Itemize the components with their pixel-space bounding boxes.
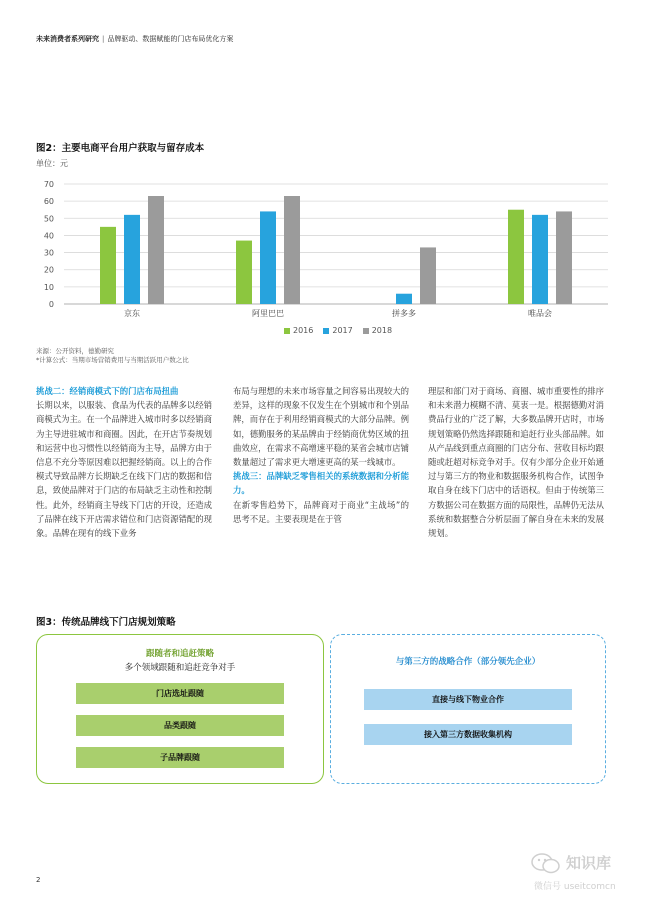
chart-legend	[284, 326, 392, 335]
bar-2016	[508, 210, 524, 304]
wechat-icon	[530, 852, 562, 874]
legend-swatch	[363, 328, 369, 334]
y-tick-label: 10	[43, 282, 54, 292]
bar-2017	[532, 215, 548, 304]
col3-paragraph: 理层和部门对于商场、商圈、城市重要性的排序和未来潜力模糊不清、莫衷一是。根据德勤对消费品行业的广泛了解，大多数品牌开店时，市场规划策略仍然选择跟随和追赶行业头部品牌。如从产品线到重点商圈的门店分布、营收目标均跟随或赶超对标竞争对手。仅有少部分企业开始通过与第三方的物业和数据服务机构合作，试图争取自身在线下门店中的话语权。但由于传统第三方数据公司在数据方面的局限性，品牌仍无法从系统和数据整合分析层面了解自身在未来的发展规划。	[428, 386, 604, 539]
legend-swatch	[284, 328, 290, 334]
col2-paragraph-2: 在新零售趋势下，品牌商对于商业“主战场”的思考不足。主要表现是在于管	[233, 499, 409, 524]
y-tick-label: 20	[43, 265, 54, 275]
strategy-item-store-location: 门店选址跟随	[76, 683, 284, 704]
follower-strategy-subtitle: 多个领域跟随和追赶竞争对手	[124, 663, 236, 673]
running-header	[36, 34, 233, 44]
y-tick-label: 30	[43, 248, 54, 258]
x-tick-label: 唯品会	[528, 309, 552, 318]
legend-label: 2017	[332, 326, 353, 335]
y-tick-label: 0	[48, 300, 54, 309]
strategy-item-sub-brand: 子品牌跟随	[76, 747, 284, 768]
watermark-name: 知识库	[566, 854, 612, 872]
figure2-unit: 单位：元	[36, 159, 68, 168]
report-subtitle: 品牌驱动、数据赋能的门店布局优化方案	[107, 35, 234, 43]
header-separator: |	[102, 35, 105, 43]
bar-2016	[236, 241, 252, 304]
body-column-3	[428, 384, 604, 540]
bar-2018	[420, 247, 436, 304]
legend-label: 2018	[371, 326, 393, 335]
legend-item	[363, 326, 392, 335]
legend-item	[323, 326, 352, 335]
figure2-notes	[36, 347, 189, 365]
watermark	[530, 852, 616, 892]
col1-paragraph: 长期以来，以服装、食品为代表的品牌多以经销商模式为主。在一个品牌进入城市时多以经销商为主导进驻城市和商圈。因此，在开店节奏规划和运营中也习惯性以经销商为主导，品牌方由于信息不充分等原因难以把握经销商。以上的合作模式导致品牌方长期缺乏在线下门店的数据和信息，致使品牌对于门店的布局缺乏主动性和控制性。此外，经销商主导线下门店的开设，还造成了品牌在线下开店需求错位和门店资源错配的现象。品牌在现有的线下业务	[36, 400, 212, 539]
y-tick-label: 60	[43, 197, 54, 207]
page-number: 2	[36, 876, 41, 884]
y-tick-label: 70	[43, 180, 54, 189]
series-name: 未来消费者系列研究	[36, 35, 99, 43]
follower-strategy-title: 跟随者和追赶策略	[145, 649, 214, 659]
challenge2-heading: 挑战二：经销商模式下的门店布局扭曲	[36, 386, 179, 396]
figure2-chart	[28, 172, 613, 328]
cooperation-item-property: 直接与线下物业合作	[364, 689, 572, 710]
bar-chart-svg	[28, 172, 613, 324]
bar-2017	[260, 211, 276, 304]
figure2-title: 图2：主要电商平台用户获取与留存成本	[36, 143, 205, 154]
x-tick-label: 京东	[124, 309, 140, 318]
y-tick-label: 40	[43, 231, 54, 241]
bar-2017	[396, 294, 412, 304]
follower-strategy-panel	[36, 634, 324, 784]
bar-2018	[148, 196, 164, 304]
figure2-formula: *计算公式：当期市场营销费用与当期活跃用户数之比	[36, 356, 189, 364]
bar-2016	[100, 227, 116, 304]
legend-label: 2016	[293, 326, 314, 335]
body-column-1	[36, 384, 212, 540]
third-party-cooperation-panel	[330, 634, 606, 784]
watermark-id: 微信号 useitcomcn	[534, 882, 616, 892]
figure3-title: 图3：传统品牌线下门店规划策略	[36, 617, 176, 628]
x-tick-label: 拼多多	[392, 309, 416, 318]
col2-paragraph: 布局与理想的未来市场容量之间容易出现较大的差异，这样的现象不仅发生在个别城市和个别品牌，而存在于利用经销商模式的大部分品牌。例如，德勤服务的某品牌由于经销商优势区域的扭曲效应，在需求不高增速平稳的某省会城市店铺数量超过了需求更大增速更高的某一线城市。	[233, 386, 409, 468]
x-tick-label: 阿里巴巴	[252, 309, 284, 318]
bar-2018	[284, 196, 300, 304]
legend-swatch	[323, 328, 329, 334]
body-column-2	[233, 384, 409, 526]
legend-item	[284, 326, 313, 335]
bar-2017	[124, 215, 140, 304]
bar-2018	[556, 211, 572, 304]
third-party-title: 与第三方的战略合作（部分领先企业）	[395, 657, 541, 667]
cooperation-item-data-agency: 接入第三方数据收集机构	[364, 724, 572, 745]
figure2-source: 来源：公开资料，德勤研究	[36, 347, 114, 355]
strategy-item-category: 品类跟随	[76, 715, 284, 736]
challenge3-heading: 挑战三：品牌缺乏零售相关的系统数据和分析能力。	[233, 471, 409, 496]
y-tick-label: 50	[43, 214, 54, 224]
